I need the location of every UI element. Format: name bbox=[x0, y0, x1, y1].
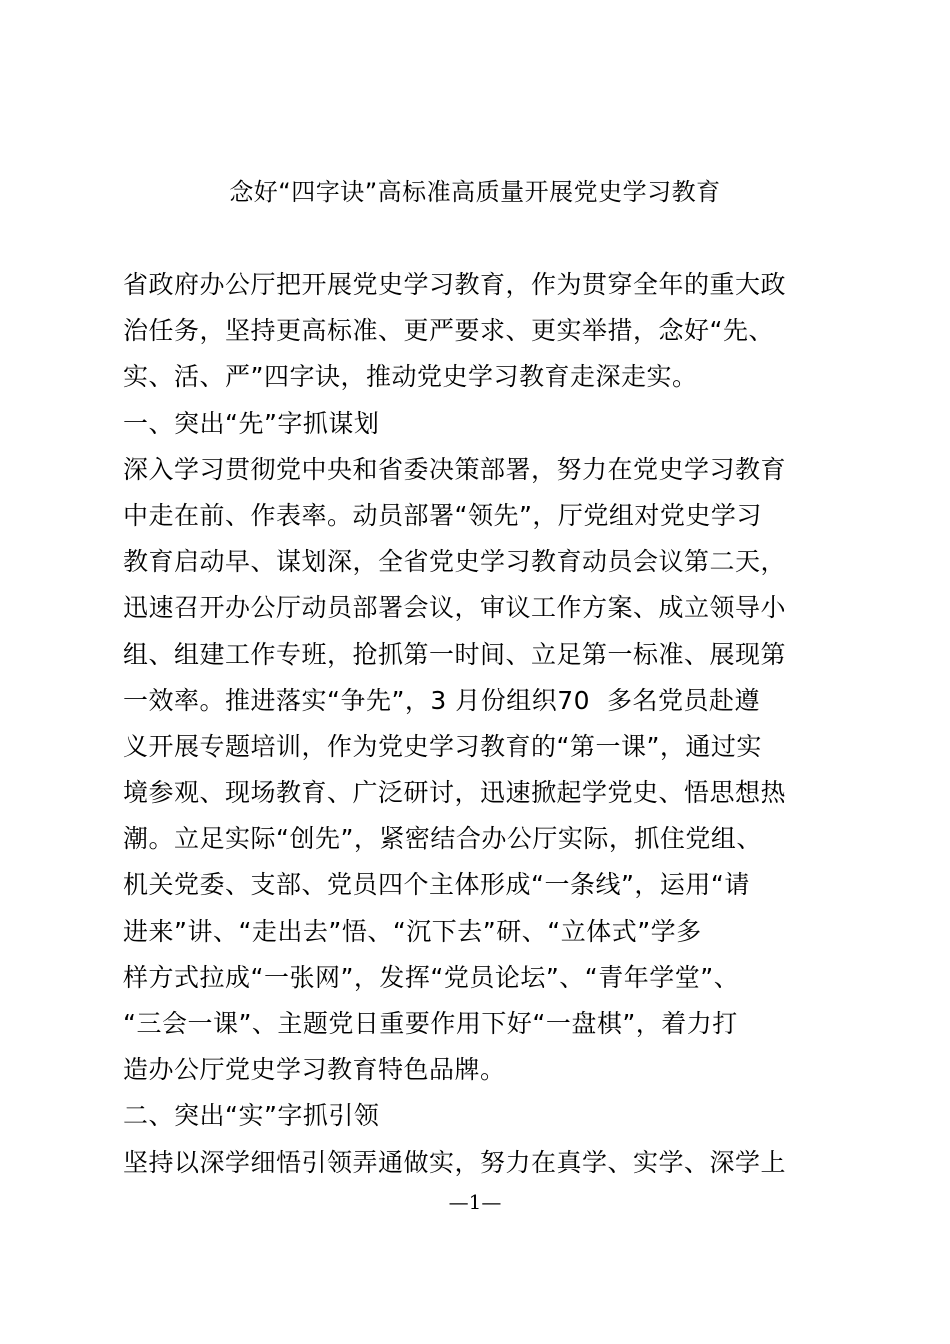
paragraph-line: 潮。立足实际“创先”，紧密结合办公厅实际，抓住党组、 bbox=[123, 824, 762, 854]
document-body bbox=[123, 262, 837, 1186]
paragraph-line: 组、组建工作专班，抢抓第一时间、立足第一标准、展现第 bbox=[123, 639, 787, 669]
paragraph-line: 省政府办公厅把开展党史学习教育，作为贯穿全年的重大政 bbox=[123, 270, 787, 299]
paragraph-line: 一效率。推进落实“争先”，3 月份组织70 多名党员赴遵 bbox=[123, 685, 760, 715]
paragraph-line: 造办公厅党史学习教育特色品牌。 bbox=[123, 1055, 506, 1085]
paragraph-line: 样方式拉成“一张网”，发挥“党员论坛”、“青年学堂”、 bbox=[123, 962, 740, 992]
paragraph-line: 教育启动早、谋划深，全省党史学习教育动员会议第二天， bbox=[123, 547, 787, 577]
paragraph-line: 进来”讲、“走出去”悟、“沉下去”研、“立体式”学多 bbox=[123, 916, 702, 946]
document-title: 念好“四字诀”高标准高质量开展党史学习教育 bbox=[229, 178, 721, 206]
paragraph-line: 境参观、现场教育、广泛研讨，迅速掀起学党史、悟思想热 bbox=[123, 778, 787, 808]
section-heading-2: 二、突出“实”字抓引领 bbox=[123, 1101, 380, 1131]
paragraph-line: 中走在前、作表率。动员部署“领先”，厅党组对党史学习 bbox=[123, 500, 762, 530]
paragraph-line: 治任务，坚持更高标准、更严要求、更实举措，念好“先、 bbox=[123, 316, 774, 346]
paragraph-line: 机关党委、支部、党员四个主体形成“一条线”，运用“请 bbox=[123, 870, 750, 900]
paragraph-line: 坚持以深学细悟引领弄通做实，努力在真学、实学、深学上 bbox=[123, 1147, 787, 1177]
section-heading-1: 一、突出“先”字抓谋划 bbox=[123, 408, 380, 438]
paragraph-line: 实、活、严”四字诀，推动党史学习教育走深走实。 bbox=[123, 362, 698, 392]
paragraph-line: 义开展专题培训，作为党史学习教育的“第一课”，通过实 bbox=[123, 731, 762, 761]
paragraph-line: 深入学习贯彻党中央和省委决策部署，努力在党史学习教育 bbox=[123, 454, 787, 484]
paragraph-line: 迅速召开办公厅动员部署会议，审议工作方案、成立领导小 bbox=[123, 593, 787, 623]
page-number: —1— bbox=[448, 1190, 502, 1214]
paragraph-line: “三会一课”、主题党日重要作用下好“一盘棋”，着力打 bbox=[123, 1009, 738, 1038]
